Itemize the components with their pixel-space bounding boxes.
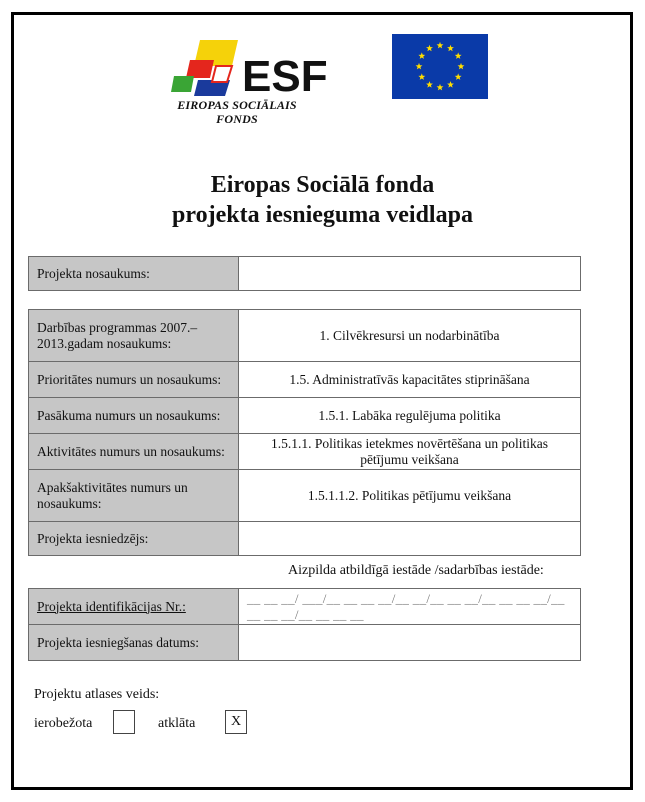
logo-red-block <box>186 60 214 78</box>
sub-activity-value: 1.5.1.1.2. Politikas pētījumu veikšana <box>239 470 581 522</box>
esf-logo-text: ESF <box>242 52 328 101</box>
table-row <box>29 625 581 661</box>
project-name-label: Projekta nosaukums: <box>29 257 239 291</box>
project-id-field[interactable] <box>239 589 581 625</box>
priority-label: Prioritātes numurs un nosaukums: <box>29 362 239 398</box>
page-title-line2: projekta iesnieguma veidlapa <box>172 202 473 228</box>
table-row <box>29 434 581 470</box>
identification-table <box>28 588 581 661</box>
applicant-label: Projekta iesniedzējs: <box>29 522 239 556</box>
esf-caption <box>168 98 306 126</box>
table-row <box>29 470 581 522</box>
restricted-checkbox[interactable] <box>113 710 135 734</box>
esf-caption-line1: EIROPAS SOCIĀLAIS <box>177 98 297 112</box>
open-option-label: atklāta <box>158 716 196 731</box>
esf-logo-mark <box>171 40 238 96</box>
logo-green-block <box>171 76 194 92</box>
project-name-field[interactable] <box>239 257 581 291</box>
activity-value: 1.5.1.1. Politikas ietekmes novērtēšana un politikas pētījumu veikšana <box>239 434 581 470</box>
open-checkbox[interactable]: X <box>225 710 247 734</box>
programme-value: 1. Cilvēkresursi un nodarbinātība <box>239 310 581 362</box>
selection-type-title: Projektu atlases veids: <box>34 687 160 702</box>
eu-flag <box>392 34 488 99</box>
project-id-label-text: Projekta identifikācijas Nr.: <box>37 598 186 614</box>
table-row <box>29 522 581 556</box>
programme-info-table <box>28 309 581 556</box>
applicant-field[interactable] <box>239 522 581 556</box>
measure-value: 1.5.1. Labāka regulējuma politika <box>239 398 581 434</box>
table-row <box>29 362 581 398</box>
table-row <box>29 310 581 362</box>
activity-label: Aktivitātes numurs un nosaukums: <box>29 434 239 470</box>
project-name-table <box>28 256 581 291</box>
submission-date-field[interactable] <box>239 625 581 661</box>
project-id-label <box>29 589 239 625</box>
restricted-option-label: ierobežota <box>34 716 93 731</box>
priority-value: 1.5. Administratīvās kapacitātes stiprināšana <box>239 362 581 398</box>
authority-fill-note: Aizpilda atbildīgā iestāde /sadarbības iestāde: <box>288 563 544 578</box>
sub-activity-label: Apakšaktivitātes numurs un nosaukums: <box>29 470 239 522</box>
logo-white-block <box>212 66 232 82</box>
project-id-placeholder: __ __ __/ ___/__ __ __ __/__ __/__ __ __/__ __ __ __/__ __ __ __/__ __ __ __ <box>247 590 565 622</box>
esf-caption-line2: FONDS <box>216 112 258 126</box>
page-title-line1: Eiropas Sociālā fonda <box>210 172 435 198</box>
submission-date-label: Projekta iesniegšanas datums: <box>29 625 239 661</box>
table-row <box>29 398 581 434</box>
project-name-row <box>29 257 581 291</box>
table-row <box>29 589 581 625</box>
measure-label: Pasākuma numurs un nosaukums: <box>29 398 239 434</box>
programme-label: Darbības programmas 2007.–2013.gadam nosaukums: <box>29 310 239 362</box>
